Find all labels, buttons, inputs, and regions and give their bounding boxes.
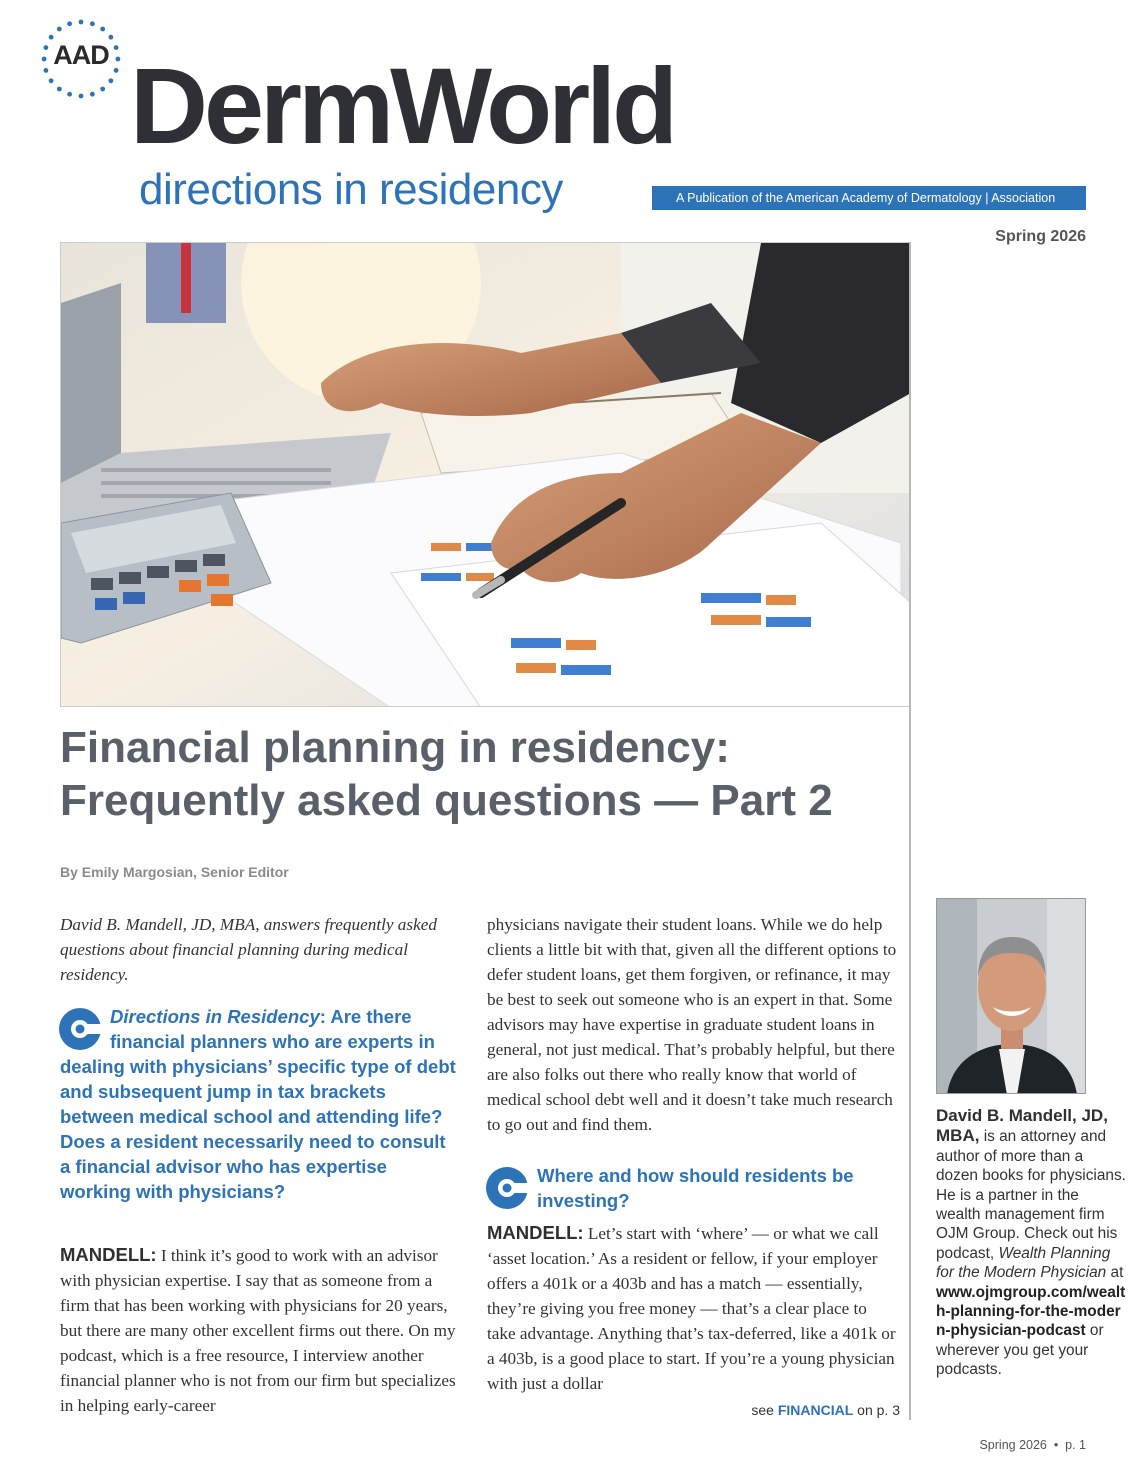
author-portrait <box>936 898 1086 1094</box>
headline-line-1: Financial planning in residency: <box>60 723 730 772</box>
column-divider <box>909 242 911 1420</box>
jump-see: see <box>751 1402 778 1418</box>
question-2 <box>487 1163 897 1213</box>
article-intro <box>60 912 460 987</box>
question-1-text: : Are there financial planners who are experts in dealing with physicians’ specific type of debt and subsequent jump in tax brackets between medical school and attending life? Does a resident necessarily need to consult a financial advisor who has expertise working with physicians? <box>60 1006 456 1202</box>
portrait-illustration <box>937 899 1086 1094</box>
issue-date: Spring 2026 <box>995 228 1086 245</box>
question-q-icon <box>485 1166 529 1210</box>
question-1 <box>60 1004 460 1204</box>
answer-1-text: I think it’s good to work with an advisor with physician expertise. I say that as someone from a firm that has been working with physicians for 20 years, but there are many other excellent firms out there. On my podcast, which is a free resource, I interview another financial planner who is not from our firm but specializes in helping early-career <box>60 1246 456 1415</box>
page-folio: Spring 2026 • p. 1 <box>979 1438 1086 1452</box>
question-1-source: Directions in Residency <box>110 1006 320 1027</box>
author-name: David B. Mandell, JD, MBA, <box>936 1106 1108 1146</box>
answer-2 <box>487 1220 897 1396</box>
hero-photo <box>60 242 910 707</box>
article-headline <box>60 722 900 828</box>
bio-text-2: at <box>1106 1264 1124 1282</box>
author-bio <box>936 1106 1126 1380</box>
masthead-title: DermWorld <box>130 45 675 166</box>
intro-text: David B. Mandell, JD, MBA, answers frequently asked questions about financial planning during medical residency. <box>60 915 437 984</box>
aad-logo: AAD <box>53 40 109 70</box>
headline-line-2: Frequently asked questions — Part 2 <box>60 775 833 825</box>
financial-desk-illustration <box>61 243 910 707</box>
masthead-subtitle: directions in residency <box>139 165 563 214</box>
question-q-icon <box>58 1007 102 1051</box>
answer-2-speaker: MANDELL: <box>487 1222 584 1243</box>
answer-2-text: Let’s start with ‘where’ — or what we call ‘asset location.’ As a resident or fellow, if your employer offers a 401k or a 403b and has a match — essentially, they’re giving you free money — that’s a clear place to take advantage. Anything that’s tax-deferred, like a 401k or a 403b, is a good place to start. If you’re a young physician with just a dollar <box>487 1224 896 1393</box>
answer-1 <box>60 1242 460 1418</box>
answer-1-speaker: MANDELL: <box>60 1244 157 1265</box>
publication-bar: A Publication of the American Academy of Dermatology | Association <box>652 186 1086 210</box>
continuation-text: physicians navigate their student loans. While we do help clients a little bit with that, given all the different options to defer student loans, get them forgiven, or refinance, it may be best to seek out someone who is an expert in that. Some advisors may have expertise in graduate student loans in general, not just medical. That’s probably helpful, but there are also folks out there who really know that world of medical school debt well and it doesn’t take much research to go out and find them. <box>487 915 897 1134</box>
bio-text-3: or wherever you get your podcasts. <box>936 1322 1104 1379</box>
byline: By Emily Margosian, Senior Editor <box>60 864 289 880</box>
bio-text-1: is an attorney and author of more than a dozen books for physicians. He is a partner in the wealth management firm OJM Group. Check out his podcast, <box>936 1128 1126 1262</box>
jump-keyword: FINANCIAL <box>777 1402 854 1418</box>
podcast-url-link[interactable]: www.ojmgroup.com/wealth-planning-for-the-modern-physician-podcast <box>936 1283 1126 1340</box>
question-2-text: Where and how should residents be investing? <box>537 1165 854 1211</box>
continued-jump-line <box>751 1402 900 1418</box>
column-2-continuation <box>487 912 897 1137</box>
podcast-title: Wealth Planning for the Modern Physician <box>936 1244 1111 1282</box>
jump-page: on p. 3 <box>853 1402 900 1418</box>
